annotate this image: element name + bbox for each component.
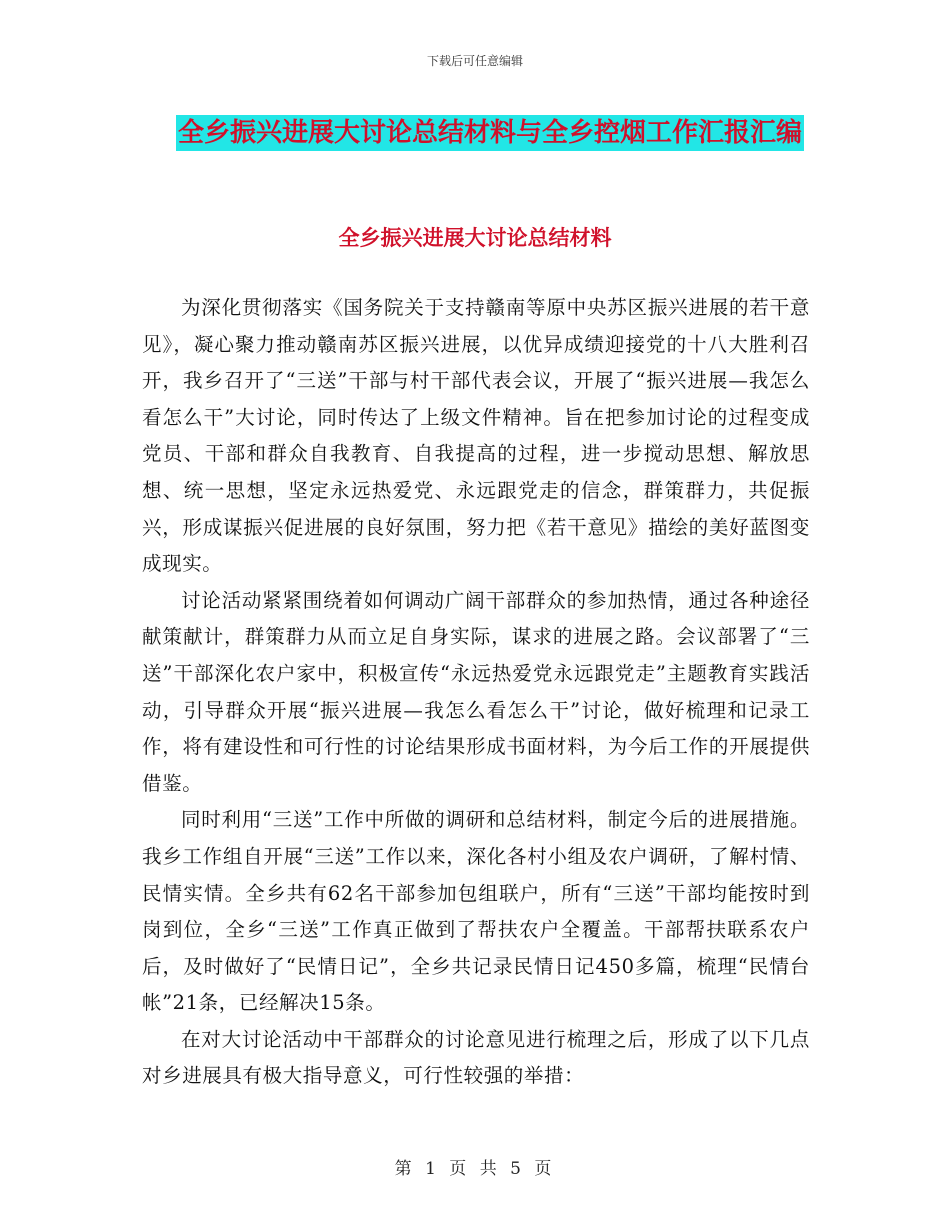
- section-title: 全乡振兴进展大讨论总结材料: [338, 226, 612, 250]
- document-title: [160, 108, 820, 158]
- paragraph-2: 讨论活动紧紧围绕着如何调动广阔干部群众的参加热情，通过各种途径献策献计，群策群力从而立足自身实际，谋求的进展之路。会议部署了“三送”干部深化农户家中，积极宣传“永远热爱党永远跟党走”主题教育实践活动，引导群众开展“振兴进展—我怎么看怎么干”讨论，做好梳理和记录工作，将有建设性和可行性的讨论结果形成书面材料，为今后工作的开展提供借鉴。: [142, 588, 810, 795]
- paragraph-4: 在对大讨论活动中干部群众的讨论意见进行梳理之后，形成了以下几点对乡进展具有极大指导意义，可行性较强的举措：: [142, 1027, 810, 1088]
- paragraph-1: 为深化贯彻落实《国务院关于支持赣南等原中央苏区振兴进展的若干意见》，凝心聚力推动赣南苏区振兴进展，以优异成绩迎接党的十八大胜利召开，我乡召开了“三送”干部与村干部代表会议，开展了“振兴进展—我怎么看怎么干”大讨论，同时传达了上级文件精神。旨在把参加讨论的过程变成党员、干部和群众自我教育、自我提高的过程，进一步搅动思想、解放思想、统一思想，坚定永远热爱党、永远跟党走的信念，群策群力，共促振兴，形成谋振兴促进展的良好氛围，努力把《若干意见》描绘的美好蓝图变成现实。: [142, 296, 810, 576]
- document-title-text: 全乡振兴进展大讨论总结材料与全乡控烟工作汇报汇编: [176, 115, 804, 151]
- page-footer: 第 1 页 共 5 页: [394, 1159, 556, 1179]
- header-note: 下载后可任意编辑: [426, 54, 523, 68]
- body-text: [142, 290, 810, 1095]
- paragraph-3: 同时利用“三送”工作中所做的调研和总结材料，制定今后的进展措施。我乡工作组自开展“三送”工作以来，深化各村小组及农户调研，了解村情、民情实情。全乡共有62名干部参加包组联户，所有“三送”干部均能按时到岗到位，全乡“三送”工作真正做到了帮扶农户全覆盖。干部帮扶联系农户后，及时做好了“民情日记”，全乡共记录民情日记450多篇，梳理“民情台帐”21条，已经解决15条。: [142, 808, 810, 1015]
